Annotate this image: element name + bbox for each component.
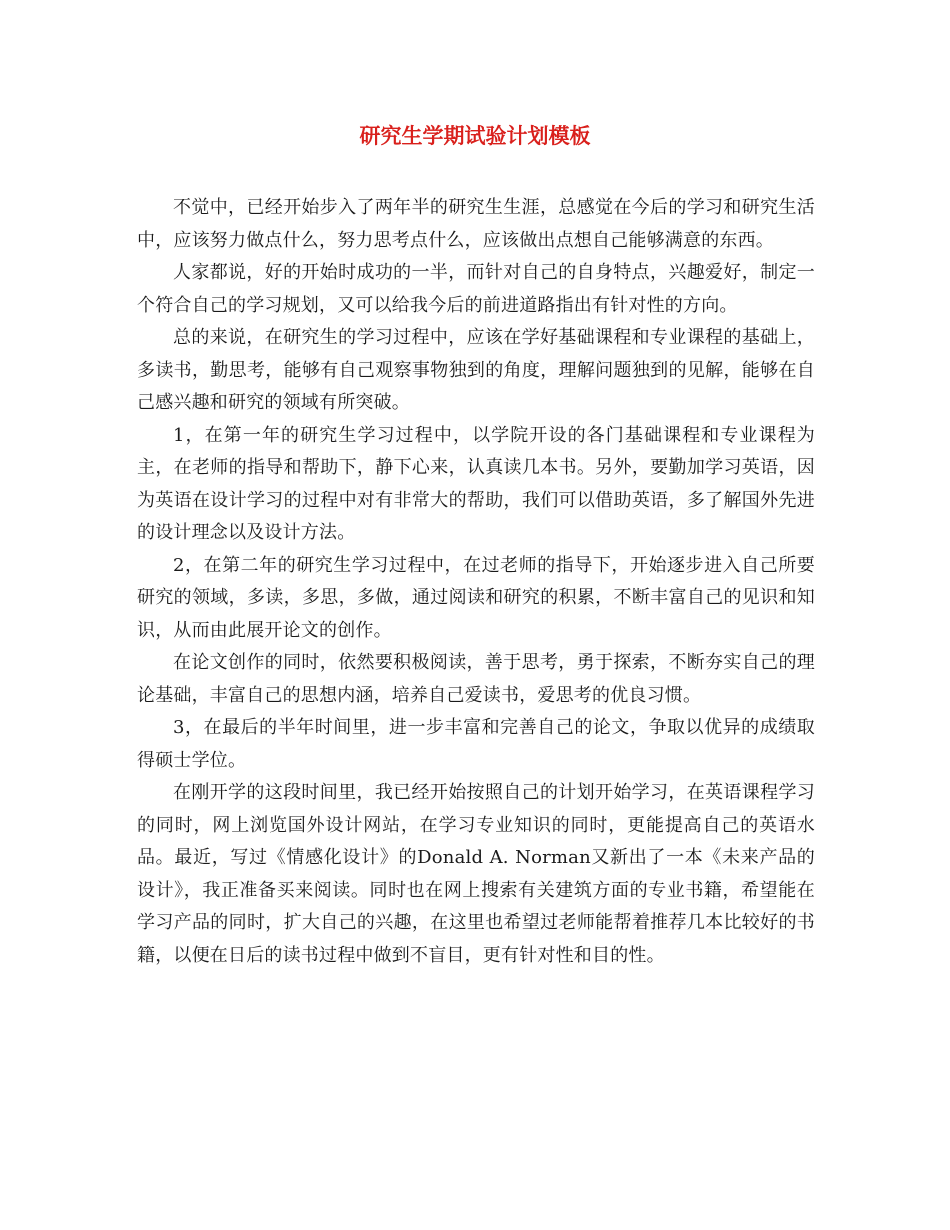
paragraph-6: 在论文创作的同时，依然要积极阅读，善于思考，勇于探索，不断夯实自己的理论基础，丰富自己的思想内涵，培养自己爱读书，爱思考的优良习惯。 [137,652,815,706]
document-body [137,192,815,972]
paragraph-7: 3，在最后的半年时间里，进一步丰富和完善自己的论文，争取以优异的成绩取得硕士学位。 [137,717,815,771]
paragraph-8: 在刚开学的这段时间里，我已经开始按照自己的计划开始学习，在英语课程学习的同时，网上浏览国外设计网站，在学习专业知识的同时，更能提高自己的英语水品。最近，写过《情感化设计》的Donald A. Norman又新出了一本《未来产品的设计》，我正准备买来阅读。同时也在网上搜索有关建筑方面的专业书籍，希望能在学习产品的同时，扩大自己的兴趣，在这里也希望过老师能帮着推荐几本比较好的书籍，以便在日后的读书过程中做到不盲目，更有针对性和目的性。 [137,782,815,966]
document-title: 研究生学期试验计划模板 [359,124,591,148]
paragraph-3: 总的来说，在研究生的学习过程中，应该在学好基础课程和专业课程的基础上，多读书，勤思考，能够有自己观察事物独到的角度，理解问题独到的见解，能够在自己感兴趣和研究的领域有所突破。 [137,327,815,413]
paragraph-4: 1，在第一年的研究生学习过程中，以学院开设的各门基础课程和专业课程为主，在老师的指导和帮助下，静下心来，认真读几本书。另外，要勤加学习英语，因为英语在设计学习的过程中对有非常大的帮助，我们可以借助英语，多了解国外先进的设计理念以及设计方法。 [137,424,815,543]
paragraph-5: 2，在第二年的研究生学习过程中，在过老师的指导下，开始逐步进入自己所要研究的领域，多读，多思，多做，通过阅读和研究的积累，不断丰富自己的见识和知识，从而由此展开论文的创作。 [137,554,815,641]
paragraph-1: 不觉中，已经开始步入了两年半的研究生生涯，总感觉在今后的学习和研究生活中，应该努力做点什么，努力思考点什么，应该做出点想自己能够满意的东西。 [137,197,815,251]
paragraph-2: 人家都说，好的开始时成功的一半，而针对自己的自身特点，兴趣爱好，制定一个符合自己的学习规划，又可以给我今后的前进道路指出有针对性的方向。 [137,262,815,316]
